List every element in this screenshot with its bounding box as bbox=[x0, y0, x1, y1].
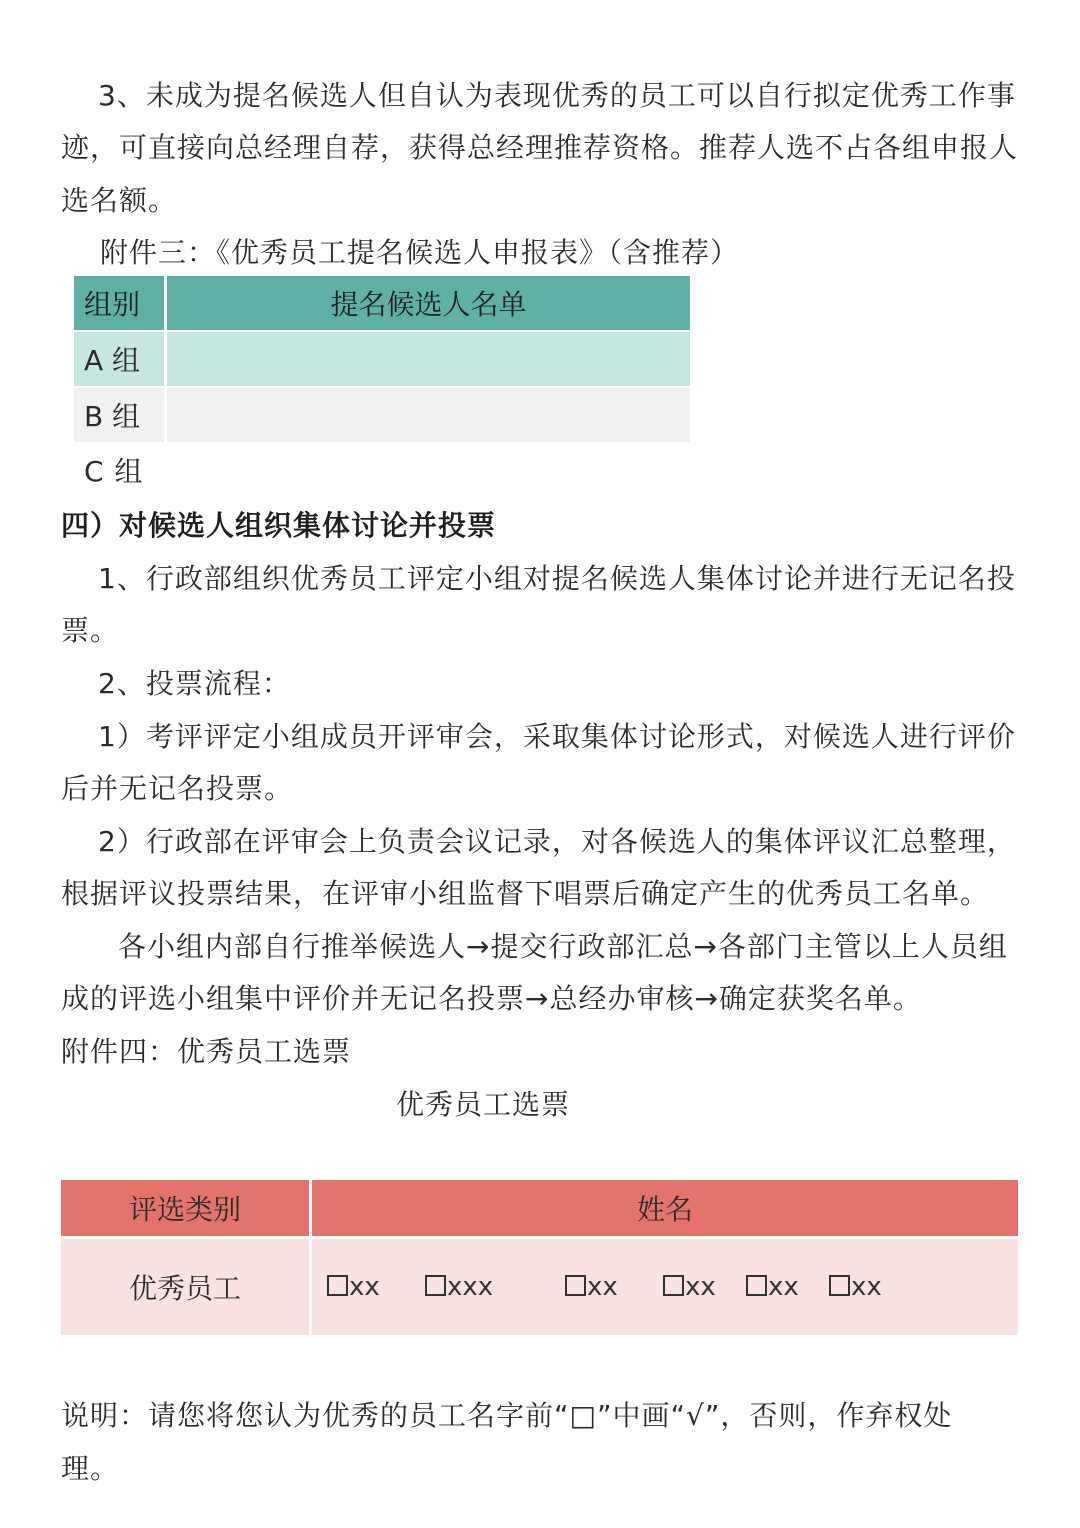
ballot-title: 优秀员工选票 bbox=[396, 1088, 571, 1121]
attachment4-title: 附件四：优秀员工选票 bbox=[61, 1035, 352, 1068]
s4-1-line1: 1、行政部组织优秀员工评定小组对提名候选人集体讨论并进行无记名投 bbox=[98, 562, 1016, 595]
header-name: 姓名 bbox=[311, 1180, 1019, 1238]
ballot-option[interactable]: xx bbox=[663, 1267, 716, 1307]
table-row bbox=[74, 387, 690, 442]
para-3-line1: 3、未成为提名候选人但自认为表现优秀的员工可以自行拟定优秀工作事 bbox=[98, 79, 1016, 112]
flow-line2: 成的评选小组集中评价并无记名投票→总经办审核→确定获奖名单。 bbox=[61, 982, 922, 1015]
names-cell bbox=[166, 331, 691, 387]
checkbox-icon[interactable] bbox=[565, 1275, 586, 1296]
header-category: 评选类别 bbox=[61, 1180, 311, 1238]
checkbox-icon[interactable] bbox=[663, 1275, 684, 1296]
checkbox-icon[interactable] bbox=[746, 1275, 767, 1296]
checkbox-icon[interactable] bbox=[425, 1275, 446, 1296]
names-cell bbox=[166, 387, 691, 442]
ballot-option[interactable]: xx bbox=[746, 1267, 799, 1307]
ballot-options bbox=[313, 1267, 1017, 1307]
s4-2-1-line1: 1）考评评定小组成员开评审会，采取集体讨论形式，对候选人进行评价 bbox=[98, 720, 1016, 753]
s4-2-title: 2、投票流程： bbox=[98, 667, 291, 700]
para-3-line2: 迹，可直接向总经理自荐，获得总经理推荐资格。推荐人选不占各组申报人 bbox=[61, 131, 1019, 164]
attachment3-title: 附件三：《优秀员工提名候选人申报表》（含推荐） bbox=[100, 236, 740, 269]
flow-line1: 各小组内部自行推举候选人→提交行政部汇总→各部门主管以上人员组 bbox=[118, 930, 1008, 963]
ballot-option[interactable]: xxx bbox=[425, 1267, 493, 1307]
s4-2-2-line2: 根据评议投票结果，在评审小组监督下唱票后确定产生的优秀员工名单。 bbox=[61, 877, 990, 910]
options-cell bbox=[311, 1238, 1019, 1336]
header-candidates: 提名候选人名单 bbox=[166, 276, 691, 331]
note-line1: 说明：请您将您认为优秀的员工名字前“□”中画“√”，否则，作弃权处 bbox=[61, 1399, 953, 1432]
ballot-option[interactable]: xx bbox=[565, 1267, 618, 1307]
header-group: 组别 bbox=[74, 276, 166, 331]
nomination-table bbox=[74, 276, 690, 442]
checkbox-icon[interactable] bbox=[327, 1275, 348, 1296]
nomination-table-header bbox=[74, 276, 690, 331]
ballot-table-header bbox=[61, 1180, 1018, 1238]
ballot-option[interactable]: xx bbox=[327, 1267, 380, 1307]
table-row bbox=[61, 1238, 1018, 1336]
note-line2: 理。 bbox=[61, 1452, 120, 1485]
category-cell: 优秀员工 bbox=[61, 1238, 311, 1336]
s4-1-line2: 票。 bbox=[61, 614, 120, 647]
para-3-line3: 选名额。 bbox=[61, 184, 178, 217]
s4-2-2-line1: 2）行政部在评审会上负责会议记录，对各候选人的集体评议汇总整理， bbox=[98, 825, 1016, 858]
s4-2-1-line2: 后并无记名投票。 bbox=[61, 772, 294, 805]
table-row bbox=[74, 331, 690, 387]
group-c-label: C 组 bbox=[84, 455, 144, 488]
checkbox-icon[interactable] bbox=[829, 1275, 850, 1296]
section4-heading: 四）对候选人组织集体讨论并投票 bbox=[61, 509, 497, 542]
group-cell: A 组 bbox=[74, 331, 166, 387]
ballot-option[interactable]: xx bbox=[829, 1267, 882, 1307]
group-cell: B 组 bbox=[74, 387, 166, 442]
ballot-table bbox=[61, 1180, 1018, 1335]
